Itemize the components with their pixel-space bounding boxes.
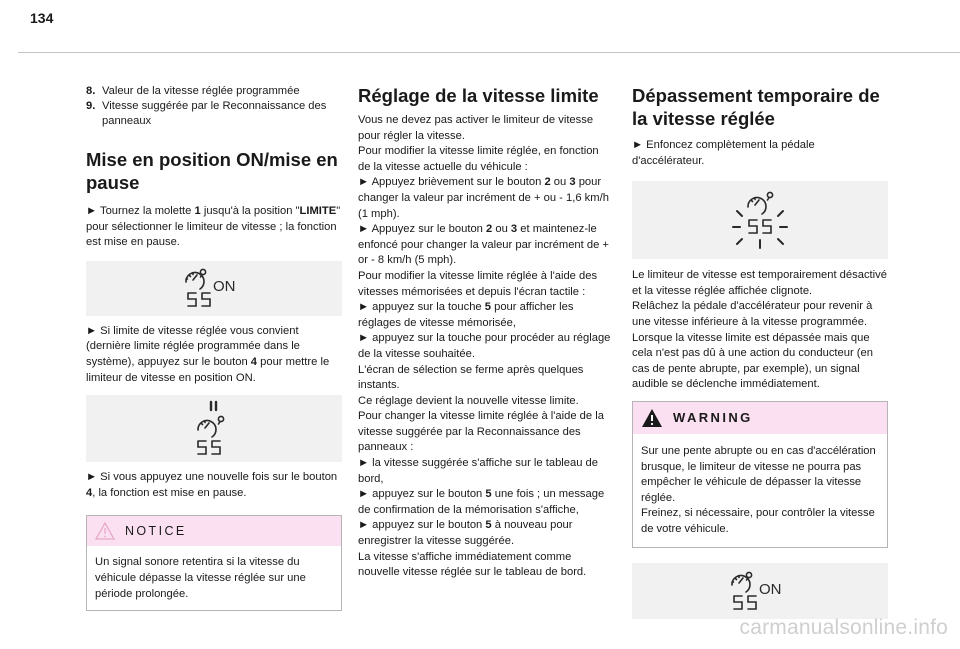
instruction-paragraph: ► Tournez la molette 1 jusqu'à la position "LIMITE" pour sélectionner le limiteur de vitesse ; la fonction est mise en pause.	[86, 205, 341, 249]
legend-number: 9.	[86, 100, 96, 112]
section-heading-temporary-exceed: Dépassement temporaire de la vitesse réglée	[632, 85, 880, 129]
warning-box	[632, 401, 888, 548]
instruction-paragraph: ► appuyez sur le bouton 5 à nouveau pour enregistrer la vitesse suggérée. La vitesse s'affiche immédiatement comme nouvelle vitesse réglée sur le tableau de bord.	[358, 519, 587, 579]
caution-triangle-icon	[95, 522, 115, 540]
speed-limiter-flashing-icon	[725, 187, 795, 253]
svg-text:ON: ON	[213, 278, 236, 296]
warning-header	[633, 402, 887, 434]
legend-text: Valeur de la vitesse réglée programmée	[102, 85, 300, 97]
section-heading-on-pause: Mise en position ON/mise en pause	[86, 149, 338, 193]
speed-limiter-on-icon	[182, 266, 246, 310]
svg-text:ON: ON	[759, 580, 782, 598]
figure-limiter-pause	[86, 395, 342, 462]
column-right	[632, 84, 888, 619]
instruction-paragraph: ► Appuyez sur le bouton 2 ou 3 et maintenez-le enfoncé pour changer la valeur par incrément de + or - 8 km/h (5 mph). Pour modifier la vitesse limite réglée à l'aide des vitesses mémorisées et depuis l'écran tactile :	[358, 223, 609, 298]
legend-item-9	[86, 99, 342, 129]
instruction-paragraph: ► Si vous appuyez une nouvelle fois sur le bouton 4, la fonction est mise en pause.	[86, 471, 338, 499]
warning-triangle-icon	[641, 408, 663, 428]
column-left	[86, 84, 342, 611]
speed-limiter-pause-icon	[190, 400, 238, 458]
notice-text: Un signal sonore retentira si la vitesse du véhicule dépasse la vitesse réglée sur une période prolongée.	[95, 556, 306, 600]
notice-header	[87, 516, 341, 546]
figure-limiter-flashing	[632, 181, 888, 259]
notice-title: NOTICE	[125, 524, 187, 539]
instruction-paragraph: ► Appuyez brièvement sur le bouton 2 ou 3 pour changer la valeur par incrément de + ou - 1,6 km/h (1 mph).	[358, 176, 609, 220]
intro-paragraph: Vous ne devez pas activer le limiteur de vitesse pour régler la vitesse. Pour modifier la vitesse limite réglée, en fonction de la vitesse actuelle du véhicule :	[358, 114, 599, 173]
section-heading-set-limit: Réglage de la vitesse limite	[358, 85, 599, 106]
legend-text: Vitesse suggérée par le Reconnaissance des panneaux	[102, 100, 327, 127]
instruction-paragraph: ► appuyez sur la touche 5 pour afficher les réglages de vitesse mémorisée, ► appuyez sur la touche pour procéder au réglage de la vitesse souhaitée. L'écran de sélection se ferme après quelques instants. Ce réglage devient la nouvelle vitesse limite. Pour changer la vitesse limite réglée à l'aide de la vitesse suggérée par la Reconnaissance des panneaux : ► la vitesse suggérée s'affiche sur le tableau de bord,	[358, 301, 611, 485]
watermark: carmanualsonline.info	[739, 616, 948, 639]
page-number: 134	[30, 10, 54, 26]
figure-limiter-on-bottom	[632, 563, 888, 619]
instruction-paragraph: ► Si limite de vitesse réglée vous convient (dernière limite réglée programmée dans le système), appuyez sur le bouton 4 pour mettre le limiteur de vitesse en position ON.	[86, 324, 330, 384]
top-divider	[18, 52, 960, 53]
figure-limiter-on	[86, 261, 342, 316]
instruction-paragraph: ► Enfoncez complètement la pédale d'accélérateur.	[632, 139, 815, 167]
notice-box	[86, 515, 342, 611]
speed-limiter-on-icon	[728, 569, 792, 613]
legend-number: 8.	[86, 85, 96, 97]
warning-text: Sur une pente abrupte ou en cas d'accélération brusque, le limiteur de vitesse ne pourra pas empêcher le véhicule de dépasser la vitesse réglée. Freinez, si nécessaire, pour contrôler la vitesse de votre véhicule.	[641, 444, 876, 535]
column-middle	[358, 84, 614, 581]
explanation-paragraph: Le limiteur de vitesse est temporairement désactivé et la vitesse réglée affichée clignote. Relâchez la pédale d'accélérateur pour revenir à une vitesse inférieure à la vitesse programmée. Lorsque la vitesse limite est dépassée mais que cela n'est pas dû à une action du conducteur (en cas de pente abrupte, par exemple), un signal audible se déclenche immédiatement.	[632, 269, 887, 391]
instruction-paragraph: ► appuyez sur le bouton 5 une fois ; un message de confirmation de la mémorisation s'affiche,	[358, 488, 605, 516]
warning-title: WARNING	[673, 410, 753, 426]
legend-item-8	[86, 84, 342, 99]
